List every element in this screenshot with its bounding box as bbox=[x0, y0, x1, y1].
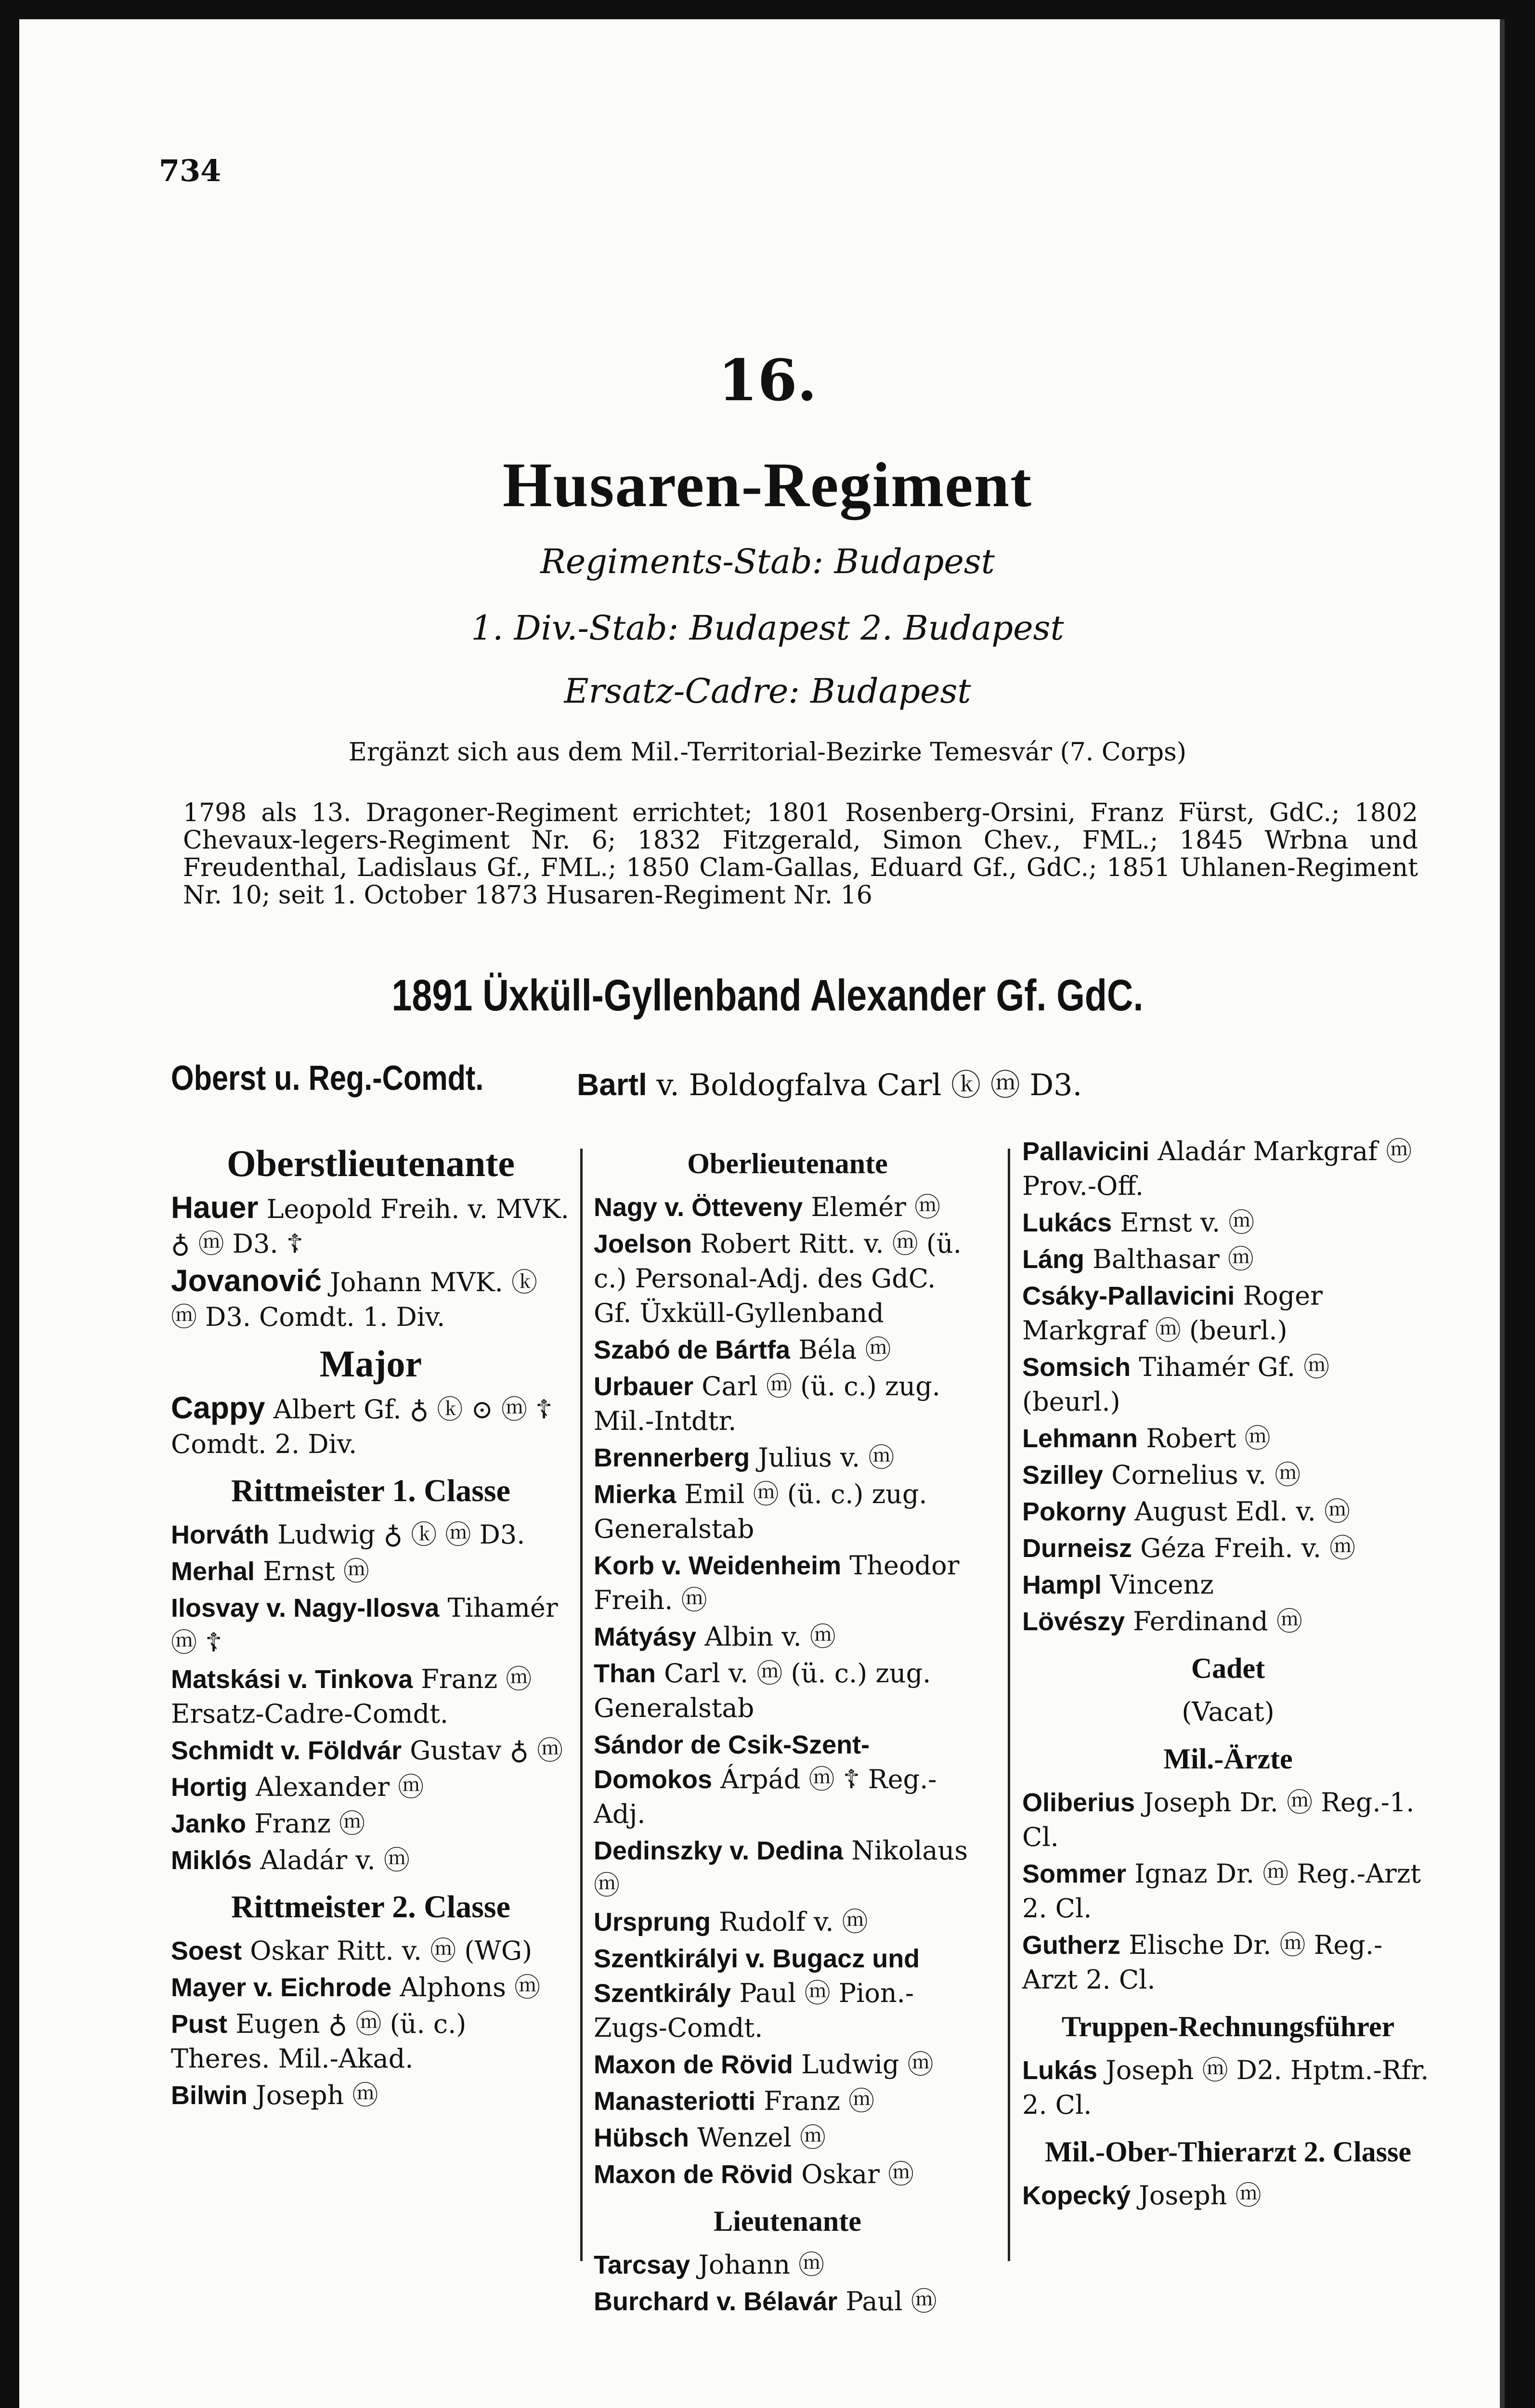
list-item bbox=[594, 2047, 981, 2082]
leutnante-header: Lieutenante bbox=[714, 2205, 861, 2237]
surname: Lehmann bbox=[1022, 1424, 1138, 1453]
list-item bbox=[1022, 1458, 1434, 1492]
details: Joseph ⓜ bbox=[256, 2080, 378, 2110]
ersatz-cadre: Ersatz-Cadre: Budapest bbox=[564, 671, 971, 711]
details: Paul ⓜ bbox=[846, 2286, 937, 2316]
surname: Cappy bbox=[171, 1390, 265, 1425]
list-item bbox=[171, 1190, 571, 1261]
column-2 bbox=[594, 1134, 981, 2321]
list-item bbox=[1022, 2178, 1434, 2213]
surname: Oliberius bbox=[1022, 1788, 1135, 1817]
details: Alphons ⓜ bbox=[400, 1972, 541, 2002]
details: Oskar Ritt. v. ⓜ (WG) bbox=[250, 1936, 533, 1966]
details: Aladár v. ⓜ bbox=[260, 1845, 410, 1875]
oberstleutnante-header: Oberstlieutenante bbox=[227, 1142, 515, 1184]
list-item bbox=[594, 1548, 981, 1618]
surname: Than bbox=[594, 1659, 656, 1688]
surname: Lukás bbox=[1022, 2056, 1098, 2085]
list-item bbox=[1022, 1531, 1434, 1566]
details: Elische Dr. ⓜ Reg.-Arzt 2. Cl. bbox=[1022, 1930, 1383, 1995]
rittmeister-2-header: Rittmeister 2. Classe bbox=[231, 1889, 510, 1924]
surname: Burchard v. Bélavár bbox=[594, 2287, 838, 2316]
surname: Dedinszky v. Dedina bbox=[594, 1836, 844, 1865]
surname: Pallavicini bbox=[1022, 1137, 1150, 1166]
surname: Mayer v. Eichrode bbox=[171, 1973, 392, 2002]
details: Oskar ⓜ bbox=[801, 2159, 914, 2189]
details: Tihamér ⓜ ☦ bbox=[171, 1593, 558, 1658]
list-item bbox=[594, 1620, 981, 1654]
column-3 bbox=[1022, 1134, 1434, 2215]
details: Rudolf v. ⓜ bbox=[719, 1907, 868, 1937]
surname: Tarcsay bbox=[594, 2251, 690, 2279]
list-item bbox=[171, 2078, 571, 2113]
list-item bbox=[1022, 1421, 1434, 1456]
list-item bbox=[171, 1733, 571, 1768]
details: Géza Freih. v. ⓜ bbox=[1140, 1533, 1356, 1563]
list-item bbox=[594, 1227, 981, 1331]
regiments-stab: Regiments-Stab: Budapest bbox=[540, 542, 995, 581]
list-item bbox=[171, 1843, 571, 1878]
list-item bbox=[171, 1806, 571, 1841]
list-item bbox=[171, 1934, 571, 1968]
list-item bbox=[594, 1477, 981, 1546]
surname: Ilosvay v. Nagy-Ilosva bbox=[171, 1594, 440, 1623]
column-1 bbox=[171, 1134, 571, 2115]
surname: Somsich bbox=[1022, 1353, 1131, 1382]
surname: Jovanović bbox=[171, 1263, 322, 1298]
list-item bbox=[1022, 1134, 1434, 1204]
page-number: 734 bbox=[159, 153, 221, 188]
details: Johann MVK. ⓚ ⓜ D3. Comdt. 1. Div. bbox=[171, 1267, 538, 1332]
details: Albin v. ⓜ bbox=[704, 1622, 836, 1652]
thierarzt-header: Mil.-Ober-Thierarzt 2. Classe bbox=[1045, 2136, 1411, 2168]
surname: Ursprung bbox=[594, 1908, 711, 1937]
rechnungsfuehrer-header: Truppen-Rechnungsführer bbox=[1061, 2011, 1395, 2042]
surname: Joelson bbox=[594, 1230, 692, 1258]
surname: Sándor de Csik-Szent-Domokos bbox=[594, 1730, 870, 1794]
details: Cornelius v. ⓜ bbox=[1111, 1460, 1301, 1490]
details: Aladár Markgraf ⓜ Prov.-Off. bbox=[1022, 1136, 1412, 1201]
surname: Brennerberg bbox=[594, 1443, 750, 1472]
surname: Matskási v. Tinkova bbox=[171, 1665, 413, 1694]
details: Nikolaus ⓜ bbox=[594, 1835, 968, 1900]
list-item bbox=[1022, 1785, 1434, 1855]
surname: Janko bbox=[171, 1809, 247, 1838]
details: Johann ⓜ bbox=[698, 2250, 825, 2280]
division-stab: 1. Div.-Stab: Budapest 2. Budapest bbox=[471, 608, 1064, 648]
details: Paul ⓜ Pion.-Zugs-Comdt. bbox=[594, 1978, 914, 2043]
details: Carl ⓜ (ü. c.) zug. Mil.-Intdtr. bbox=[594, 1371, 940, 1436]
column-divider-2 bbox=[1008, 1149, 1010, 2261]
surname: Sommer bbox=[1022, 1859, 1127, 1888]
surname: Hortig bbox=[171, 1773, 247, 1802]
details: Gustav ♁ ⓜ bbox=[410, 1735, 563, 1766]
list-item bbox=[1022, 1205, 1434, 1240]
details: Julius v. ⓜ bbox=[758, 1442, 895, 1473]
list-item bbox=[594, 1656, 981, 1726]
oberleutnante-header: Oberlieutenante bbox=[687, 1148, 888, 1179]
surname: Lövészy bbox=[1022, 1607, 1125, 1636]
list-item bbox=[1022, 1350, 1434, 1419]
oberst-entry bbox=[577, 1061, 1082, 1104]
cadet-header: Cadet bbox=[1191, 1652, 1265, 1684]
details: Leopold Freih. v. MVK. ♁ ⓜ D3. ☦ bbox=[171, 1194, 569, 1259]
details: Robert ⓜ bbox=[1146, 1423, 1271, 1453]
surname: Bilwin bbox=[171, 2081, 247, 2110]
surname: Soest bbox=[171, 1937, 242, 1965]
oberst-surname: Bartl bbox=[577, 1067, 647, 1102]
oberst-details: v. Boldogfalva Carl ⓚ ⓜ D3. bbox=[656, 1067, 1082, 1102]
details: Béla ⓜ bbox=[798, 1335, 891, 1365]
details: Joseph Dr. ⓜ Reg.-1. Cl. bbox=[1022, 1787, 1415, 1852]
regiment-owner: 1891 Üxküll-Gyllenband Alexander Gf. GdC. bbox=[391, 971, 1144, 1020]
details: Ignaz Dr. ⓜ Reg.-Arzt 2. Cl. bbox=[1022, 1858, 1421, 1924]
surname: Hampl bbox=[1022, 1570, 1102, 1599]
list-item bbox=[594, 1905, 981, 1939]
list-item bbox=[1022, 1928, 1434, 1997]
list-item bbox=[171, 1770, 571, 1805]
surname: Miklós bbox=[171, 1846, 252, 1875]
list-item bbox=[171, 2007, 571, 2076]
list-item bbox=[171, 1662, 571, 1731]
list-item bbox=[594, 1727, 981, 1832]
oberst-rank: Oberst u. Reg.-Comdt. bbox=[171, 1059, 484, 1098]
surname: Nagy v. Ötteveny bbox=[594, 1193, 803, 1222]
surname: Hauer bbox=[171, 1190, 259, 1225]
surname: Merhal bbox=[171, 1557, 255, 1586]
details: Eugen ♁ ⓜ (ü. c.) Theres. Mil.-Akad. bbox=[171, 2009, 467, 2074]
details: Árpád ⓜ ☦ Reg.-Adj. bbox=[594, 1764, 937, 1829]
list-item bbox=[1022, 2053, 1434, 2122]
list-item bbox=[1022, 1604, 1434, 1639]
details: Franz ⓜ bbox=[764, 2086, 875, 2116]
details: Elemér ⓜ bbox=[811, 1192, 941, 1222]
surname: Szentkirályi v. Bugacz und Szentkirály bbox=[594, 1944, 920, 2008]
details: Franz ⓜ Ersatz-Cadre-Comdt. bbox=[171, 1664, 532, 1729]
rittmeister-1-header: Rittmeister 1. Classe bbox=[231, 1473, 510, 1508]
surname: Durneisz bbox=[1022, 1534, 1132, 1563]
details: Joseph ⓜ D2. Hptm.-Rfr. 2. Cl. bbox=[1022, 2055, 1429, 2120]
list-item bbox=[594, 2157, 981, 2192]
details: Wenzel ⓜ bbox=[697, 2122, 826, 2153]
details: Roger Markgraf ⓜ (beurl.) bbox=[1022, 1281, 1323, 1346]
details: Tihamér Gf. ⓜ (beurl.) bbox=[1022, 1352, 1330, 1417]
surname: Hübsch bbox=[594, 2123, 689, 2152]
list-item bbox=[1022, 1857, 1434, 1926]
page-title: Husaren-Regiment bbox=[502, 449, 1033, 520]
details: August Edl. v. ⓜ bbox=[1134, 1496, 1350, 1527]
details: Joseph ⓜ bbox=[1139, 2180, 1262, 2211]
section-number: 16. bbox=[718, 347, 817, 414]
list-item bbox=[594, 2120, 981, 2155]
surname: Urbauer bbox=[594, 1372, 694, 1401]
list-item bbox=[594, 2284, 981, 2319]
surname: Lukács bbox=[1022, 1208, 1112, 1237]
surname: Csáky-Pallavicini bbox=[1022, 1282, 1235, 1310]
surname: Pust bbox=[171, 2010, 228, 2039]
details: Ernst ⓜ bbox=[263, 1556, 369, 1586]
details: Carl v. ⓜ (ü. c.) zug. Generalstab bbox=[594, 1658, 931, 1723]
surname: Kopecký bbox=[1022, 2181, 1131, 2210]
column-divider-1 bbox=[580, 1149, 583, 2261]
list-item bbox=[594, 2248, 981, 2282]
details: Vincenz bbox=[1110, 1570, 1214, 1600]
surname: Gutherz bbox=[1022, 1931, 1121, 1960]
list-item bbox=[1022, 1494, 1434, 1529]
surname: Maxon de Rövid bbox=[594, 2050, 794, 2079]
list-item bbox=[171, 1518, 571, 1552]
list-item bbox=[594, 1333, 981, 1367]
list-item bbox=[1022, 1568, 1434, 1602]
surname: Szabó de Bártfa bbox=[594, 1335, 791, 1364]
recruitment-district: Ergänzt sich aus dem Mil.-Territorial-Bezirke Temesvár (7. Corps) bbox=[348, 738, 1187, 767]
list-item bbox=[171, 1263, 571, 1335]
list-item bbox=[594, 1941, 981, 2045]
details: Emil ⓜ (ü. c.) zug. Generalstab bbox=[594, 1479, 927, 1544]
details: Ludwig ⓜ bbox=[801, 2049, 934, 2080]
surname: Manasteriotti bbox=[594, 2087, 756, 2116]
details: Ernst v. ⓜ bbox=[1120, 1207, 1255, 1238]
list-item bbox=[594, 1833, 981, 1903]
surname: Pokorny bbox=[1022, 1497, 1127, 1526]
list-item bbox=[1022, 1279, 1434, 1348]
surname: Korb v. Weidenheim bbox=[594, 1551, 842, 1580]
list-item bbox=[594, 1440, 981, 1475]
list-item bbox=[1022, 1242, 1434, 1277]
list-item bbox=[594, 2084, 981, 2119]
details: Ludwig ♁ ⓚ ⓜ D3. bbox=[277, 1519, 525, 1550]
surname: Mátyásy bbox=[594, 1623, 697, 1651]
surname: Láng bbox=[1022, 1245, 1084, 1274]
details: Ferdinand ⓜ bbox=[1133, 1606, 1302, 1636]
list-item bbox=[594, 1369, 981, 1439]
details: Robert Ritt. v. ⓜ (ü. c.) Personal-Adj. des GdC. Gf. Üxküll-Gyllenband bbox=[594, 1229, 962, 1328]
details: Theodor Freih. ⓜ bbox=[594, 1550, 960, 1615]
list-item bbox=[171, 1390, 571, 1462]
aerzte-header: Mil.-Ärzte bbox=[1163, 1743, 1293, 1775]
surname: Maxon de Rövid bbox=[594, 2160, 794, 2189]
cadet-vacat: (Vacat) bbox=[1182, 1697, 1275, 1727]
details: Franz ⓜ bbox=[254, 1808, 365, 1839]
surname: Horváth bbox=[171, 1520, 270, 1549]
list-item bbox=[594, 1190, 981, 1225]
surname: Mierka bbox=[594, 1480, 676, 1509]
list-item bbox=[171, 1591, 571, 1660]
details: Alexander ⓜ bbox=[256, 1772, 424, 1802]
surname: Schmidt v. Földvár bbox=[171, 1736, 402, 1765]
major-header: Major bbox=[319, 1343, 422, 1385]
details: Balthasar ⓜ bbox=[1093, 1244, 1254, 1274]
surname: Szilley bbox=[1022, 1461, 1104, 1490]
details: Albert Gf. ♁ ⓚ ⊙ ⓜ ☦ Comdt. 2. Div. bbox=[171, 1394, 553, 1459]
regiment-history: 1798 als 13. Dragoner-Regiment errichtet; 1801 Rosenberg-Orsini, Franz Fürst, GdC.; 1802 Chevaux-legers-Regiment Nr. 6; 1832 Fitzgerald, Simon Chev., FML.; 1845 Wrbna und Freudenthal, Ladislaus Gf., FML.; 1850 Clam-Gallas, Eduard Gf., GdC.; 1851 Uhlanen-Regiment Nr. 10; seit 1. October 1873 Husaren-Regiment Nr. 16 bbox=[183, 798, 1418, 910]
list-item bbox=[171, 1554, 571, 1589]
list-item bbox=[171, 1970, 571, 2005]
